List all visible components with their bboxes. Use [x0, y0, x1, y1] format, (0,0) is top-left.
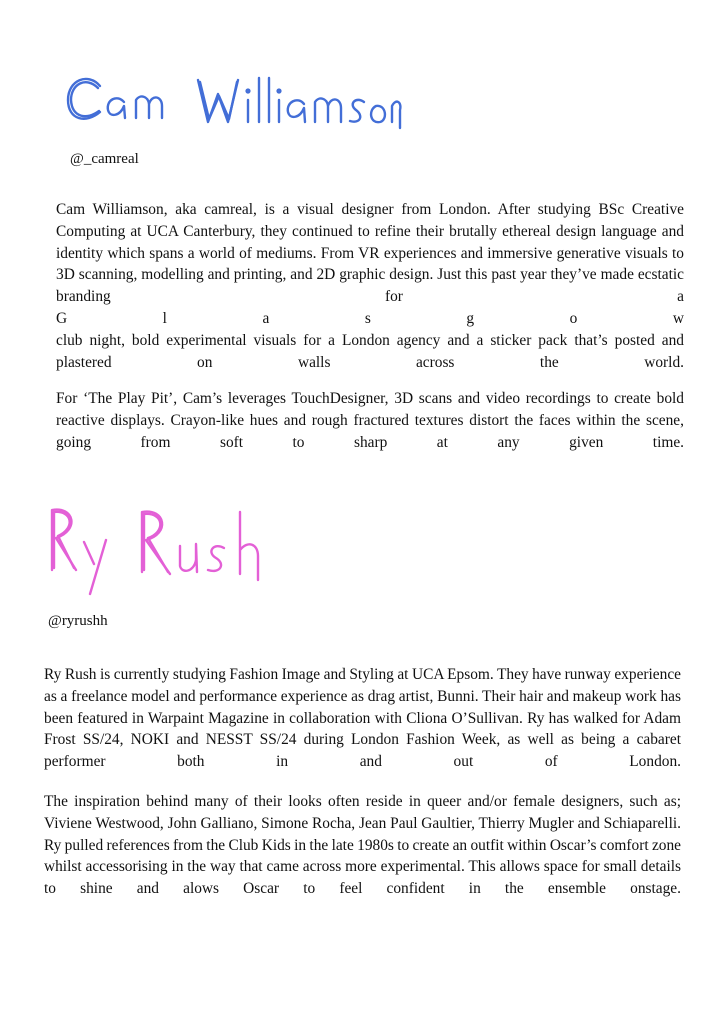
bio-text: The inspiration behind many of their looks often reside in queer and/or female designers, such as; Viviene Westwood, John Galliano, Simone Rocha, Jean Paul Gaultier, Thierry Mugler and Schiaparelli. Ry pulled references from the Club Kids in the late 1980s to create an outfit within Oscar’s comfort zone whilst accessorising in the way that came across more experimental. This allows space for small details to shine and alows Oscar to feel confident in the ensemble onstage.: [44, 792, 681, 898]
bio-ry-rush: [44, 664, 681, 915]
bio-paragraph: [56, 330, 684, 374]
spaced-letter: w: [672, 309, 684, 327]
bio-paragraph: [56, 388, 684, 453]
spaced-letter: a: [262, 309, 270, 327]
signature-cam-williamson: [62, 66, 402, 158]
spaced-letter: l: [162, 309, 167, 327]
bio-text: Cam Williamson, aka camreal, is a visual designer from London. After studying BSc Creative Computing at UCA Canterbury, they continued to refine their brutally ethereal design language and identity which spans a world of mediums. From VR experiences and immersive generative visuals to 3D scanning, modelling and printing, and 2D graphic design. Just this past year they’ve made ecstatic branding for a: [56, 201, 684, 306]
spaced-letter: o: [569, 309, 578, 327]
bio-cam-williamson: [56, 199, 684, 469]
bio-paragraph: [44, 664, 681, 773]
bio-spaced-word: [56, 308, 684, 330]
bio-paragraph: [44, 791, 681, 900]
handle-camreal: @_camreal: [70, 151, 139, 167]
bio-paragraph: [56, 199, 684, 308]
signature-ry-rush: [44, 500, 268, 600]
bio-text: For ‘The Play Pit’, Cam’s leverages TouchDesigner, 3D scans and video recordings to create bold reactive displays. Crayon-like hues and rough fractured textures distort the faces within the scene, going from soft to sharp at any given time.: [56, 390, 684, 451]
spaced-letter: g: [466, 309, 475, 327]
spaced-letter: s: [364, 309, 371, 327]
handle-ryrushh: @ryrushh: [48, 613, 108, 629]
bio-text: club night, bold experimental visuals for a London agency and a sticker pack that’s posted and plastered on walls across the world.: [56, 331, 684, 371]
bio-text: Ry Rush is currently studying Fashion Image and Styling at UCA Epsom. They have runway experience as a freelance model and performance experience as drag artist, Bunni. Their hair and makeup work has been featured in Warpaint Magazine in collaboration with Cliona O’Sullivan. Ry has walked for Adam Frost SS/24, NOKI and NESST SS/24 during London Fashion Week, as well as being a cabaret performer both in and out of London.: [44, 666, 681, 771]
spaced-letter: G: [56, 309, 68, 327]
